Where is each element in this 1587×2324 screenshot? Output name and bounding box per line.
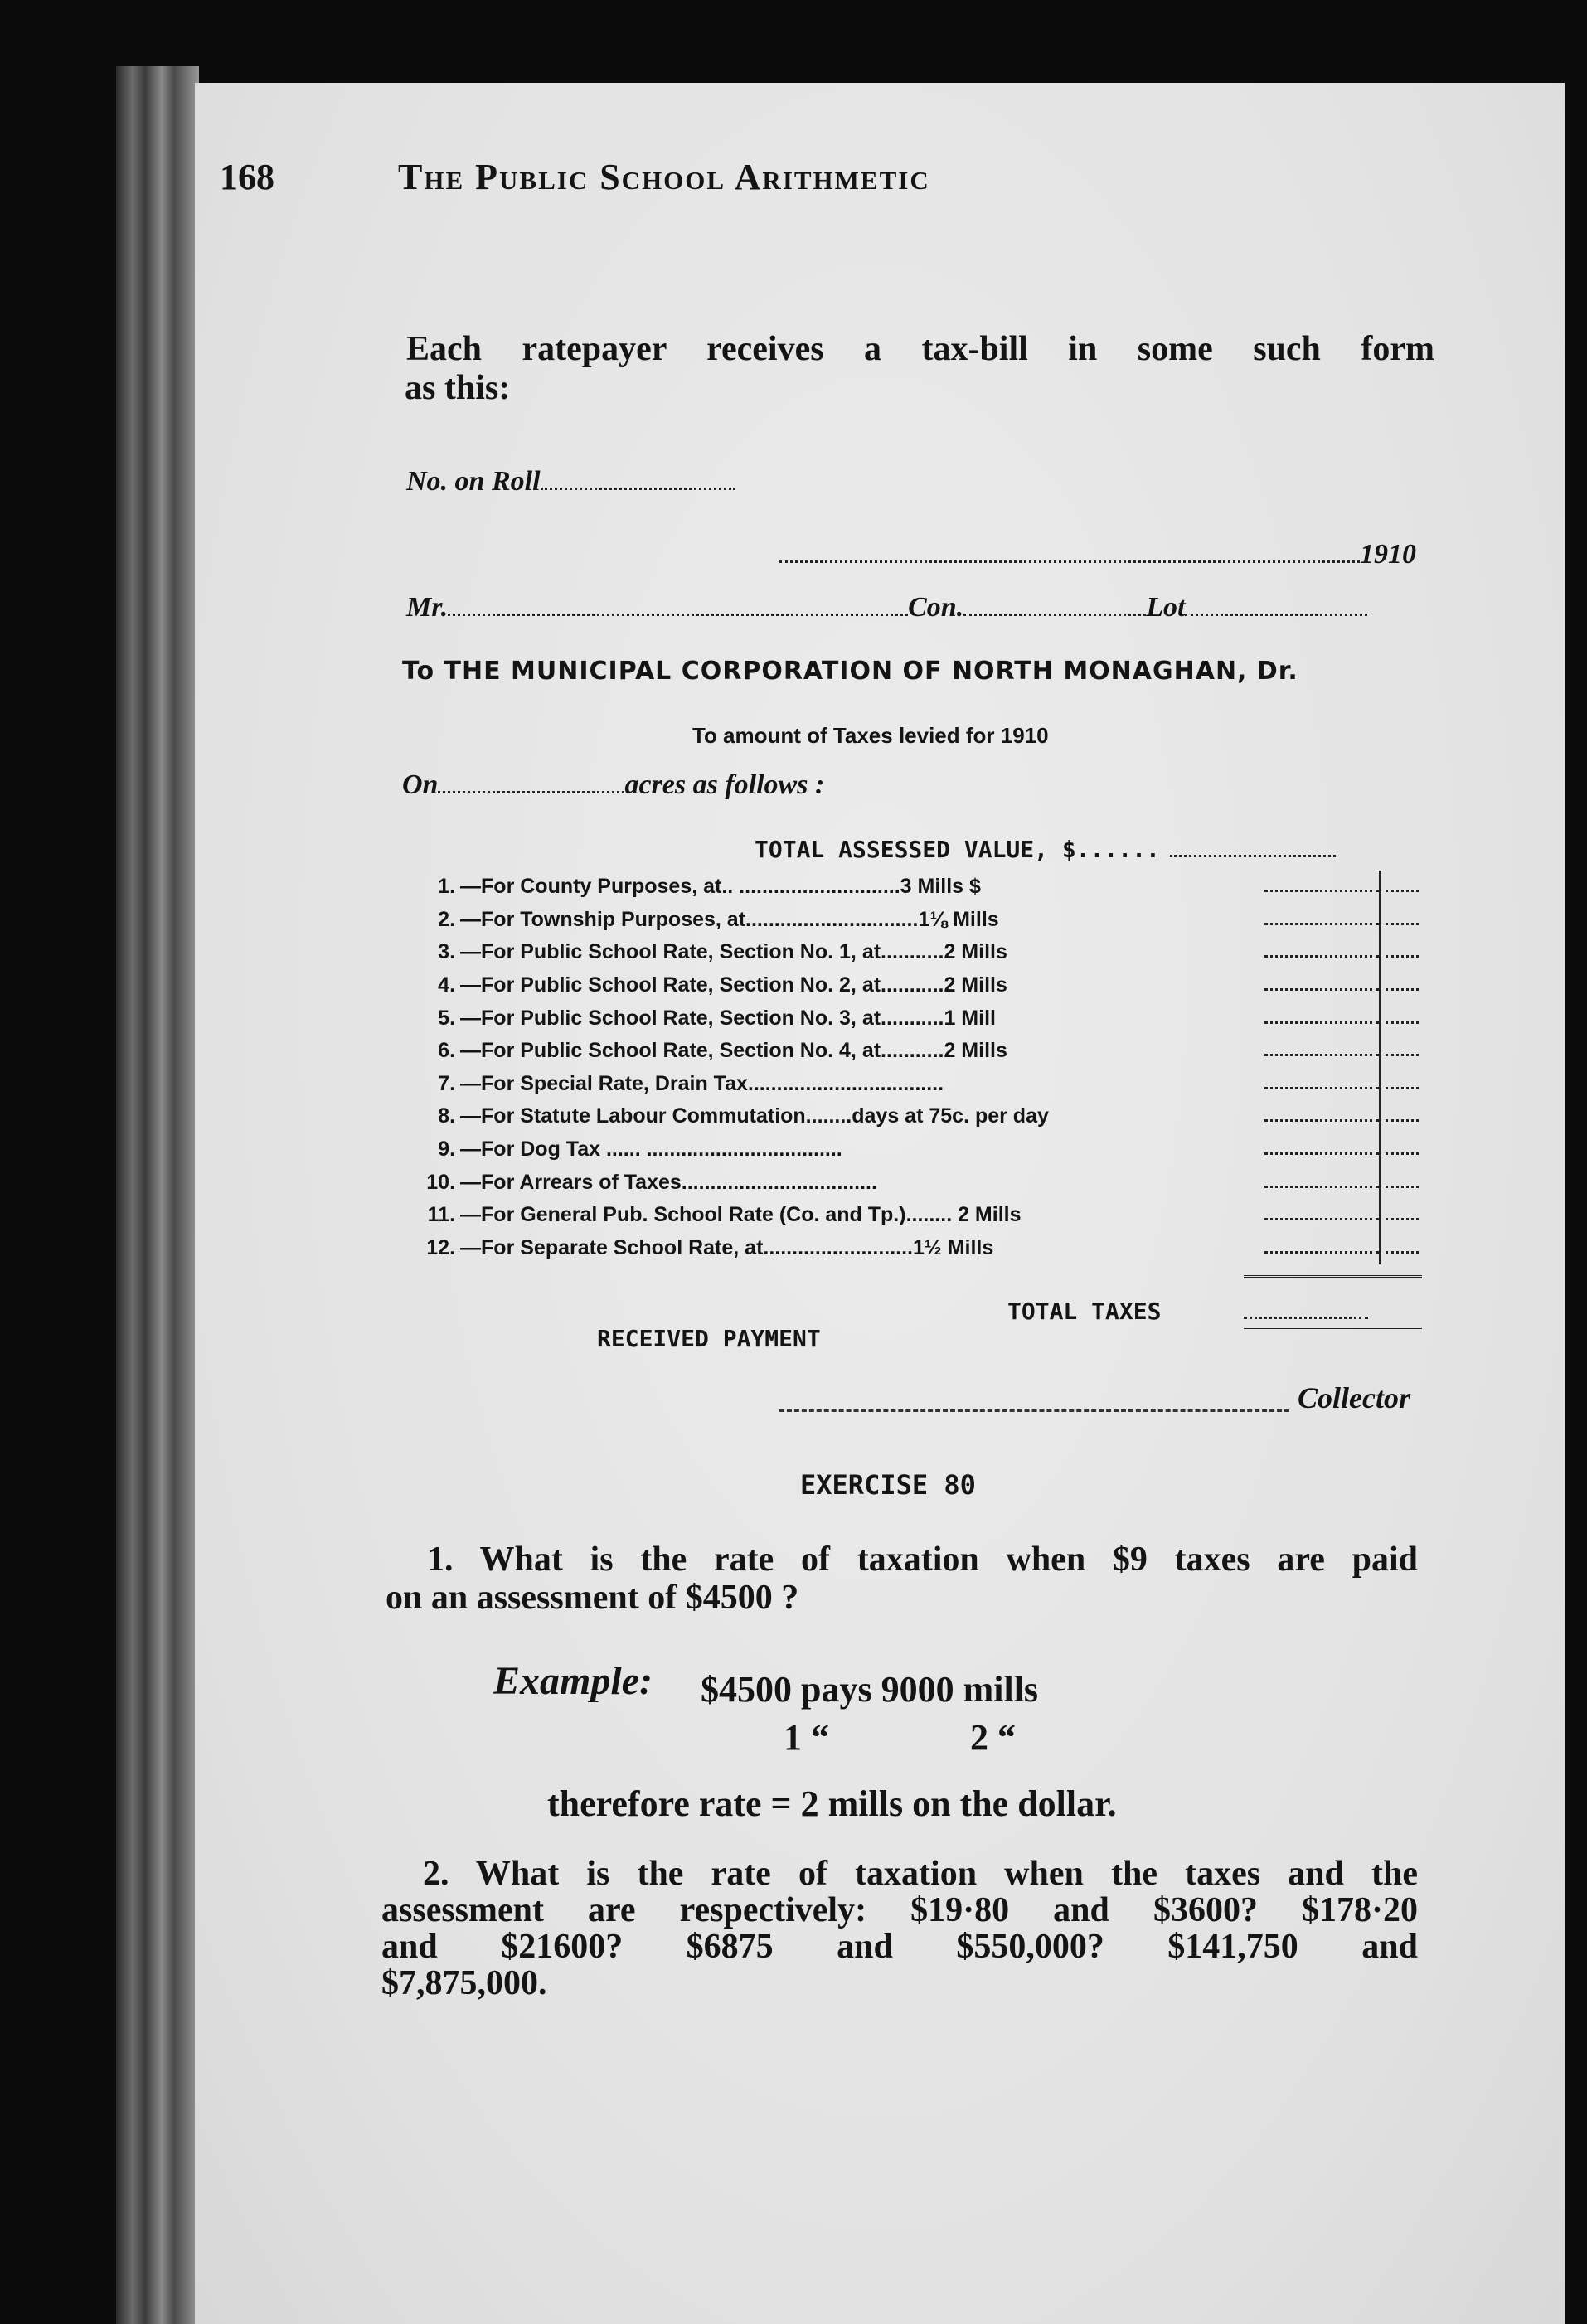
received-payment-label: RECEIVED PAYMENT xyxy=(597,1325,821,1352)
mr-field xyxy=(406,592,1367,623)
tax-item: 10. —For Arrears of Taxes.................................. xyxy=(406,1166,1426,1199)
year-label: 1910 xyxy=(1360,539,1416,570)
total-taxes-dots xyxy=(1244,1317,1368,1319)
tax-item: 11. —For General Pub. School Rate (Co. and Tp.)........ 2 Mills xyxy=(406,1199,1426,1232)
question-2-line-4: $7,875,000. xyxy=(381,1964,547,2003)
tax-item: 12. —For Separate School Rate, at..........................1½ Mills xyxy=(406,1232,1426,1265)
intro-line-1: Each ratepayer receives a tax-bill in some such form xyxy=(406,330,1434,368)
tax-item: 8. —For Statute Labour Commutation........days at 75c. per day xyxy=(406,1100,1426,1133)
collector-label: Collector xyxy=(1298,1381,1410,1414)
running-title: The Public School Arithmetic xyxy=(398,157,930,197)
book-binding xyxy=(116,66,199,2324)
tax-item: 7. —For Special Rate, Drain Tax.................................. xyxy=(406,1068,1426,1101)
mr-label: Mr. xyxy=(406,592,449,623)
question-2-line-1: 2. What is the rate of taxation when the taxes and the xyxy=(423,1855,1418,1893)
intro-paragraph xyxy=(406,330,1434,408)
total-taxes-label: TOTAL TAXES xyxy=(1007,1298,1162,1325)
roll-dots xyxy=(541,468,735,490)
question-2 xyxy=(381,1856,1418,2001)
question-1-line-1: 1. What is the rate of taxation when $9 taxes are paid xyxy=(427,1540,1418,1579)
example-line-1: $4500 pays 9000 mills xyxy=(701,1669,1039,1710)
con-label: Con. xyxy=(908,592,964,623)
tax-item: 5. —For Public School Rate, Section No. 3, at...........1 Mill xyxy=(406,1002,1426,1035)
example-conclusion: therefore rate = 2 mills on the dollar. xyxy=(547,1783,1117,1824)
intro-line-2: as this: xyxy=(405,369,511,408)
con-dots xyxy=(963,594,1146,616)
roll-label: No. on Roll xyxy=(406,466,541,497)
total-taxes-rule xyxy=(1244,1327,1422,1329)
exercise-title: EXERCISE 80 xyxy=(800,1469,976,1501)
tax-item: 1. —For County Purposes, at.. ............................3 Mills $ xyxy=(406,871,1426,904)
total-assessed-value: TOTAL ASSESSED VALUE, $...... xyxy=(755,836,1336,863)
tax-item: 3. —For Public School Rate, Section No. 1, at...........2 Mills xyxy=(406,936,1426,969)
on-label: On xyxy=(402,769,439,800)
subtotal-rule xyxy=(1244,1275,1422,1278)
date-dots xyxy=(779,541,1360,563)
mr-dots xyxy=(448,594,908,616)
acres-dots xyxy=(438,771,624,793)
lot-label: Lot xyxy=(1146,592,1186,623)
lot-dots xyxy=(1185,594,1367,616)
collector-signature-line xyxy=(779,1409,1289,1412)
question-1 xyxy=(386,1540,1418,1617)
corporation-line: To THE MUNICIPAL CORPORATION OF NORTH MONAGHAN, Dr. xyxy=(402,657,1298,686)
tax-item: 6. —For Public School Rate, Section No. 4, at...........2 Mills xyxy=(406,1035,1426,1068)
tax-item: 4. —For Public School Rate, Section No. 2, at...........2 Mills xyxy=(406,969,1426,1002)
question-2-line-2: assessment are respectively: $19·80 and $3600? $178·20 xyxy=(381,1891,1418,1930)
question-1-line-2: on an assessment of $4500 ? xyxy=(386,1579,799,1618)
assessed-dots xyxy=(1170,840,1336,857)
example-label: Example: xyxy=(493,1659,653,1703)
acres-label: acres as follows : xyxy=(624,769,825,800)
roll-field xyxy=(406,466,735,497)
tax-items-list xyxy=(406,871,1426,1264)
date-field xyxy=(779,539,1416,570)
amount-line: To amount of Taxes levied for 1910 xyxy=(692,723,1049,748)
tax-item: 2. —For Township Purposes, at..............................1⅛ Mills xyxy=(406,904,1426,937)
example-row-2-right: 2 “ xyxy=(970,1717,1016,1758)
acres-field xyxy=(402,769,824,801)
question-2-line-3: and $21600? $6875 and $550,000? $141,750 and xyxy=(381,1928,1418,1967)
tax-item: 9. —For Dog Tax ...... .................................. xyxy=(406,1133,1426,1167)
page-number: 168 xyxy=(220,157,274,197)
example-row-2-left: 1 “ xyxy=(784,1717,829,1758)
